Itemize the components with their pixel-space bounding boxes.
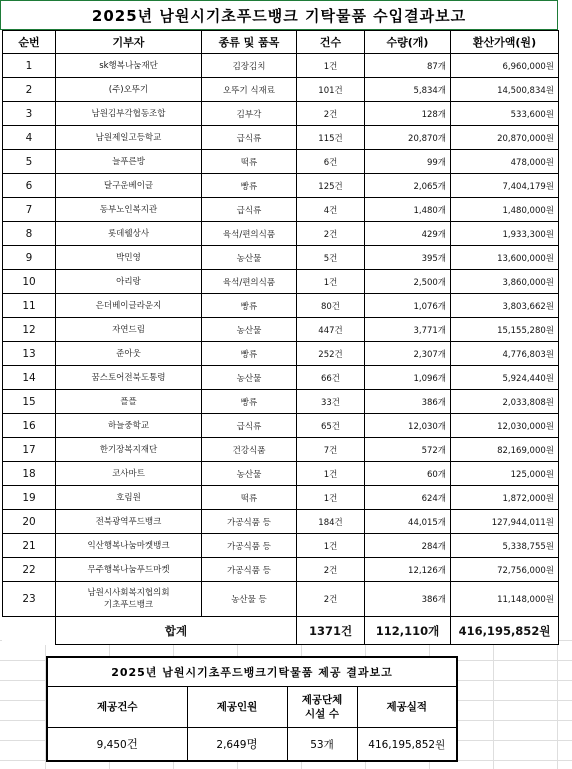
cell-count: 252건 bbox=[297, 342, 365, 366]
table-row bbox=[3, 510, 559, 534]
table-row bbox=[3, 78, 559, 102]
cell-type: 가공식품 등 bbox=[202, 510, 297, 534]
header-no: 순번 bbox=[3, 31, 56, 54]
cell-type: 떡류 bbox=[202, 150, 297, 174]
cell-no: 12 bbox=[3, 318, 56, 342]
header-count: 건수 bbox=[297, 31, 365, 54]
cell-no: 7 bbox=[3, 198, 56, 222]
table-row bbox=[3, 438, 559, 462]
cell-type: 김부각 bbox=[202, 102, 297, 126]
cell-qty: 60개 bbox=[365, 462, 451, 486]
cell-qty: 429개 bbox=[365, 222, 451, 246]
summary-header-cases: 제공건수 bbox=[47, 687, 187, 728]
cell-qty: 386개 bbox=[365, 582, 451, 617]
cell-no: 6 bbox=[3, 174, 56, 198]
table-row bbox=[3, 294, 559, 318]
cell-type: 빵류 bbox=[202, 174, 297, 198]
cell-donor: 전북광역푸드뱅크 bbox=[56, 510, 202, 534]
cell-no: 1 bbox=[3, 54, 56, 78]
cell-value: 1,933,300원 bbox=[451, 222, 559, 246]
cell-no: 14 bbox=[3, 366, 56, 390]
cell-value: 125,000원 bbox=[451, 462, 559, 486]
table-row bbox=[3, 582, 559, 617]
cell-no: 8 bbox=[3, 222, 56, 246]
cell-qty: 572개 bbox=[365, 438, 451, 462]
table-row bbox=[3, 486, 559, 510]
cell-no: 16 bbox=[3, 414, 56, 438]
cell-value: 4,776,803원 bbox=[451, 342, 559, 366]
cell-type: 빵류 bbox=[202, 294, 297, 318]
summary-people-unit: 명 bbox=[246, 737, 258, 751]
cell-value: 5,924,440원 bbox=[451, 366, 559, 390]
table-row bbox=[3, 366, 559, 390]
cell-count: 115건 bbox=[297, 126, 365, 150]
summary-people bbox=[187, 728, 287, 762]
cell-no: 13 bbox=[3, 342, 56, 366]
cell-type: 급식류 bbox=[202, 198, 297, 222]
cell-type: 건강식품 bbox=[202, 438, 297, 462]
cell-count: 2건 bbox=[297, 102, 365, 126]
cell-type: 농산물 bbox=[202, 318, 297, 342]
table-row bbox=[3, 174, 559, 198]
provision-summary-table bbox=[46, 656, 458, 762]
summary-cases-number: 9,450 bbox=[96, 739, 127, 751]
cell-donor: sk행복나눔재단 bbox=[56, 54, 202, 78]
table-row bbox=[3, 150, 559, 174]
cell-no: 22 bbox=[3, 558, 56, 582]
cell-type: 농산물 bbox=[202, 462, 297, 486]
cell-donor: 플플 bbox=[56, 390, 202, 414]
cell-value: 533,600원 bbox=[451, 102, 559, 126]
cell-qty: 87개 bbox=[365, 54, 451, 78]
cell-count: 2건 bbox=[297, 582, 365, 617]
cell-type: 가공식품 등 bbox=[202, 558, 297, 582]
cell-count: 7건 bbox=[297, 438, 365, 462]
cell-qty: 5,834개 bbox=[365, 78, 451, 102]
cell-qty: 1,480개 bbox=[365, 198, 451, 222]
cell-donor: 자연드림 bbox=[56, 318, 202, 342]
total-label: 합계 bbox=[56, 617, 297, 645]
cell-value: 14,500,834원 bbox=[451, 78, 559, 102]
cell-donor: 남원시사회복지협의회 기초푸드뱅크 bbox=[56, 582, 202, 617]
cell-count: 1건 bbox=[297, 486, 365, 510]
table-row bbox=[3, 222, 559, 246]
cell-count: 65건 bbox=[297, 414, 365, 438]
cell-type: 빵류 bbox=[202, 390, 297, 414]
cell-qty: 99개 bbox=[365, 150, 451, 174]
summary-header-people: 제공인원 bbox=[187, 687, 287, 728]
cell-count: 2건 bbox=[297, 558, 365, 582]
table-row bbox=[3, 558, 559, 582]
cell-value: 2,033,808원 bbox=[451, 390, 559, 414]
table-row bbox=[3, 462, 559, 486]
cell-qty: 2,065개 bbox=[365, 174, 451, 198]
cell-donor: (주)오뚜기 bbox=[56, 78, 202, 102]
cell-donor: 은더베이글라운지 bbox=[56, 294, 202, 318]
cell-donor: 롯데웰상사 bbox=[56, 222, 202, 246]
cell-qty: 128개 bbox=[365, 102, 451, 126]
cell-no: 11 bbox=[3, 294, 56, 318]
cell-type: 육석/편의식품 bbox=[202, 222, 297, 246]
cell-donor: 아리랑 bbox=[56, 270, 202, 294]
table-header-row bbox=[3, 31, 559, 54]
total-count: 1371건 bbox=[297, 617, 365, 645]
cell-value: 1,872,000원 bbox=[451, 486, 559, 510]
cell-type: 급식류 bbox=[202, 414, 297, 438]
table-row bbox=[3, 318, 559, 342]
header-type: 종류 및 품목 bbox=[202, 31, 297, 54]
header-value: 환산가액(원) bbox=[451, 31, 559, 54]
table-row bbox=[3, 534, 559, 558]
cell-count: 4건 bbox=[297, 198, 365, 222]
cell-no: 17 bbox=[3, 438, 56, 462]
cell-type: 오뚜기 식재료 bbox=[202, 78, 297, 102]
total-row bbox=[3, 617, 559, 645]
cell-donor: 늘푸른방 bbox=[56, 150, 202, 174]
donation-table bbox=[2, 30, 559, 645]
cell-donor: 박민영 bbox=[56, 246, 202, 270]
header-qty: 수량(개) bbox=[365, 31, 451, 54]
cell-donor: 호림원 bbox=[56, 486, 202, 510]
cell-value: 11,148,000원 bbox=[451, 582, 559, 617]
summary-cases-unit: 건 bbox=[126, 737, 138, 751]
cell-type: 육석/편의식품 bbox=[202, 270, 297, 294]
cell-value: 82,169,000원 bbox=[451, 438, 559, 462]
report-title: 2025년 남원시기초푸드뱅크 기탁물품 수입결과보고 bbox=[0, 0, 558, 30]
cell-donor: 남원김부각협동조합 bbox=[56, 102, 202, 126]
cell-donor: 꿈스토어전북도통령 bbox=[56, 366, 202, 390]
table-row bbox=[3, 54, 559, 78]
table-row bbox=[3, 270, 559, 294]
cell-qty: 386개 bbox=[365, 390, 451, 414]
summary-header-row bbox=[47, 687, 457, 728]
cell-value: 12,030,000원 bbox=[451, 414, 559, 438]
cell-count: 1건 bbox=[297, 54, 365, 78]
table-row bbox=[3, 246, 559, 270]
cell-no: 15 bbox=[3, 390, 56, 414]
table-row bbox=[3, 102, 559, 126]
cell-qty: 284개 bbox=[365, 534, 451, 558]
header-donor: 기부자 bbox=[56, 31, 202, 54]
cell-donor: 남원제일고등학교 bbox=[56, 126, 202, 150]
cell-value: 5,338,755원 bbox=[451, 534, 559, 558]
cell-qty: 2,500개 bbox=[365, 270, 451, 294]
cell-type: 급식류 bbox=[202, 126, 297, 150]
cell-value: 3,803,662원 bbox=[451, 294, 559, 318]
cell-donor: 하늘중학교 bbox=[56, 414, 202, 438]
cell-type: 농산물 bbox=[202, 246, 297, 270]
cell-qty: 395개 bbox=[365, 246, 451, 270]
summary-result: 416,195,852원 bbox=[357, 728, 457, 762]
cell-donor: 코사마트 bbox=[56, 462, 202, 486]
cell-no: 3 bbox=[3, 102, 56, 126]
cell-no: 19 bbox=[3, 486, 56, 510]
cell-qty: 44,015개 bbox=[365, 510, 451, 534]
summary-people-number: 2,649 bbox=[216, 739, 247, 751]
cell-count: 5건 bbox=[297, 246, 365, 270]
cell-no: 20 bbox=[3, 510, 56, 534]
cell-no: 2 bbox=[3, 78, 56, 102]
summary-header-result: 제공실적 bbox=[357, 687, 457, 728]
cell-qty: 12,030개 bbox=[365, 414, 451, 438]
cell-count: 447건 bbox=[297, 318, 365, 342]
cell-type: 빵류 bbox=[202, 342, 297, 366]
cell-qty: 1,096개 bbox=[365, 366, 451, 390]
cell-value: 15,155,280원 bbox=[451, 318, 559, 342]
cell-no: 18 bbox=[3, 462, 56, 486]
cell-type: 가공식품 등 bbox=[202, 534, 297, 558]
cell-count: 125건 bbox=[297, 174, 365, 198]
cell-no: 10 bbox=[3, 270, 56, 294]
summary-values-row bbox=[47, 728, 457, 762]
summary-orgs: 53개 bbox=[287, 728, 357, 762]
cell-value: 7,404,179원 bbox=[451, 174, 559, 198]
cell-count: 33건 bbox=[297, 390, 365, 414]
cell-count: 184건 bbox=[297, 510, 365, 534]
cell-value: 1,480,000원 bbox=[451, 198, 559, 222]
summary-cases bbox=[47, 728, 187, 762]
cell-count: 2건 bbox=[297, 222, 365, 246]
cell-count: 101건 bbox=[297, 78, 365, 102]
cell-count: 1건 bbox=[297, 270, 365, 294]
cell-no: 21 bbox=[3, 534, 56, 558]
table-row bbox=[3, 198, 559, 222]
cell-no: 4 bbox=[3, 126, 56, 150]
cell-donor: 준아웃 bbox=[56, 342, 202, 366]
cell-value: 20,870,000원 bbox=[451, 126, 559, 150]
table-row bbox=[3, 414, 559, 438]
cell-value: 6,960,000원 bbox=[451, 54, 559, 78]
cell-value: 72,756,000원 bbox=[451, 558, 559, 582]
cell-donor: 한기장복지재단 bbox=[56, 438, 202, 462]
cell-count: 80건 bbox=[297, 294, 365, 318]
cell-value: 478,000원 bbox=[451, 150, 559, 174]
cell-no: 23 bbox=[3, 582, 56, 617]
cell-count: 6건 bbox=[297, 150, 365, 174]
cell-qty: 20,870개 bbox=[365, 126, 451, 150]
cell-qty: 3,771개 bbox=[365, 318, 451, 342]
cell-type: 농산물 등 bbox=[202, 582, 297, 617]
cell-count: 1건 bbox=[297, 462, 365, 486]
cell-type: 농산물 bbox=[202, 366, 297, 390]
cell-count: 66건 bbox=[297, 366, 365, 390]
cell-qty: 624개 bbox=[365, 486, 451, 510]
table-row bbox=[3, 390, 559, 414]
cell-donor: 동부노인복지관 bbox=[56, 198, 202, 222]
cell-value: 13,600,000원 bbox=[451, 246, 559, 270]
cell-no: 9 bbox=[3, 246, 56, 270]
cell-value: 127,944,011원 bbox=[451, 510, 559, 534]
cell-donor: 달구운베이글 bbox=[56, 174, 202, 198]
table-row bbox=[3, 126, 559, 150]
table-row bbox=[3, 342, 559, 366]
summary-title: 2025년 남원시기초푸드뱅크기탁물품 제공 결과보고 bbox=[47, 657, 457, 687]
total-qty: 112,110개 bbox=[365, 617, 451, 645]
cell-qty: 1,076개 bbox=[365, 294, 451, 318]
cell-type: 김장김치 bbox=[202, 54, 297, 78]
cell-type: 떡류 bbox=[202, 486, 297, 510]
summary-header-orgs: 제공단체 시설 수 bbox=[287, 687, 357, 728]
cell-donor: 익산행복나눔마켓뱅크 bbox=[56, 534, 202, 558]
cell-count: 1건 bbox=[297, 534, 365, 558]
cell-value: 3,860,000원 bbox=[451, 270, 559, 294]
cell-qty: 2,307개 bbox=[365, 342, 451, 366]
cell-qty: 12,126개 bbox=[365, 558, 451, 582]
total-value: 416,195,852원 bbox=[451, 617, 559, 645]
cell-no: 5 bbox=[3, 150, 56, 174]
cell-donor: 무주행복나눔푸드마켓 bbox=[56, 558, 202, 582]
